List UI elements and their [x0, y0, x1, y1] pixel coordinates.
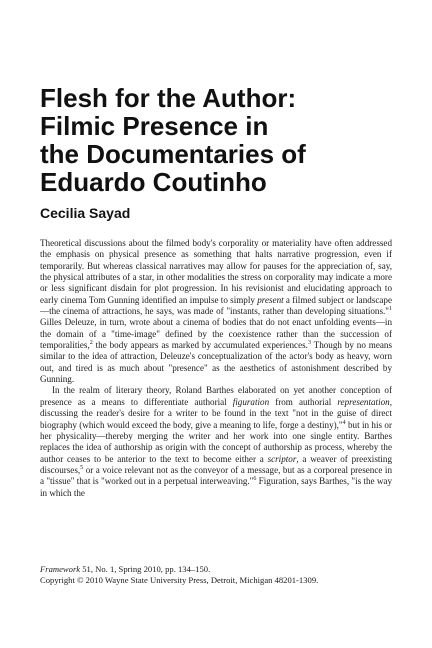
citation-footer: [40, 564, 400, 586]
para2-text-4: but in his or her physicality—thereby merging the writer and her work into one single entity. Barthes replaces the idea of authorship as origin with the concept of authorship as process, whereby the author ceases to be anterior to the text to become either a: [40, 419, 392, 464]
para1-text-3: Gilles Deleuze, in turn, wrote about a cinema of bodies that do not enact unfolding events—in the domain of a "time-image" defined by the coexistence rather than the succession of temporalities,: [40, 317, 392, 351]
para2-emphasis-representation: representation: [337, 396, 390, 407]
footnote-ref-4: 4: [342, 419, 346, 426]
para2-emphasis-scriptor: scriptor: [267, 453, 297, 464]
para1-text-5: Though by no means similar to the idea of attraction, Deleuze's conceptualization of the actor's body as heavy, worn out, and tired is as much about "presence" as the aesthetics of astonishment described by Gunning.: [40, 340, 392, 385]
author-name: Cecilia Sayad: [40, 205, 131, 221]
footnote-ref-5: 5: [80, 464, 84, 471]
title-line-2: Filmic Presence in: [40, 111, 269, 141]
footnote-ref-2: 2: [89, 340, 93, 347]
journal-name: Framework: [40, 564, 81, 574]
para1-text-4: the body appears as marked by accumulated experiences.: [92, 340, 308, 351]
journal-citation: [40, 564, 400, 575]
para2-text-1: In the realm of literary theory, Roland Barthes elaborated on yet another conception of presence as a means to differentiate authorial: [40, 385, 392, 407]
para1-text-1: Theoretical discussions about the filmed body's corporality or materiality have often addressed the emphasis on physical presence as something that halts narrative progression, even if temporarily. But whereas classical narratives may allow for pauses for the appreciation of, say, the physical attributes of a star, in other modalities the stress on corporality may indicate a more or less significant disdain for plot progression. In his revisionist and elucidating approach to early cinema Tom Gunning identified an impulse to simply: [40, 238, 392, 305]
para2-emphasis-figuration: figuration: [232, 396, 270, 407]
article-body: [40, 238, 392, 499]
para2-text-3: , discussing the reader's desire for a writer to be found in the text "not in the guise of direct biography (which would exceed the body, give a meaning to life, forge a destiny),": [40, 396, 392, 430]
article-title: [40, 84, 400, 196]
footnote-ref-3: 3: [307, 340, 311, 347]
title-line-1: Flesh for the Author:: [40, 83, 297, 113]
para1-text-2: a filmed subject or landscape—the cinema of attractions, he says, was made of "instants, rather than developing situations.": [40, 294, 392, 317]
para2-text-5: , a weaver of preexisting discourses,: [40, 453, 393, 475]
title-line-4: Eduardo Coutinho: [40, 167, 267, 197]
citation-details: 51, No. 1, Spring 2010, pp. 134–150.: [80, 564, 211, 574]
para2-text-7: Figuration, says Barthes, "is the way in which the: [40, 476, 392, 498]
copyright-line: Copyright © 2010 Wayne State University Press, Detroit, Michigan 48201-1309.: [40, 575, 319, 585]
paragraph-2: [40, 385, 392, 498]
para1-emphasis-present: present: [257, 294, 284, 305]
para2-text-6: or a voice relevant not as the conveyor of a message, but as a corporeal presence in a "tissue" that is "worked out in a perpetual interweaving.": [40, 464, 392, 487]
footnote-ref-1: 1: [389, 306, 392, 313]
paragraph-1: [40, 238, 392, 385]
footnote-ref-6: 6: [253, 476, 257, 483]
para2-text-2: from authorial: [269, 396, 338, 407]
title-line-3: the Documentaries of: [40, 139, 306, 169]
